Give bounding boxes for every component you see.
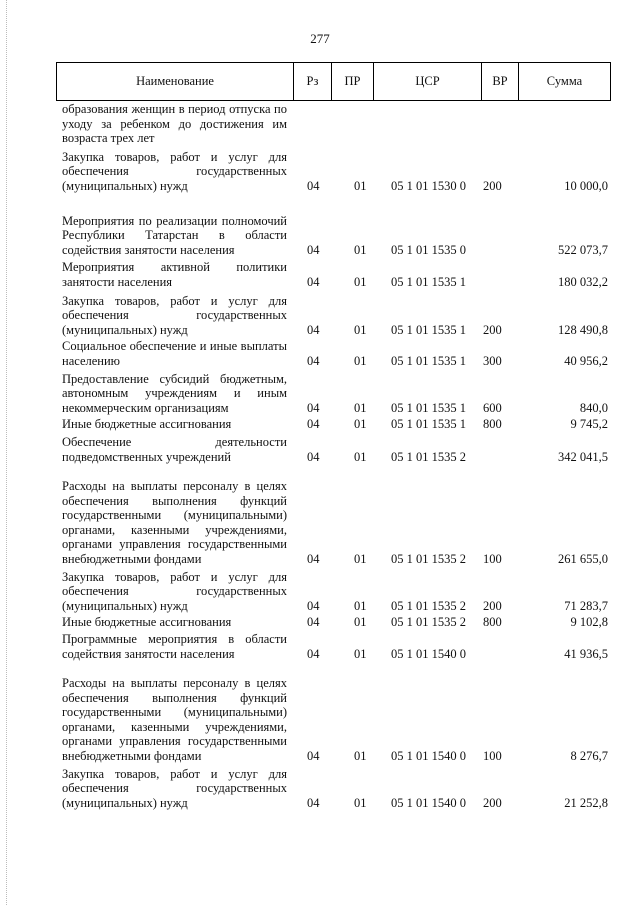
row-rz: 04	[307, 449, 320, 464]
row-pr: 01	[354, 748, 367, 763]
table-row	[0, 613, 640, 629]
row-rz: 04	[307, 598, 320, 613]
row-csr: 05 1 01 1540 0	[391, 795, 466, 810]
row-pr: 01	[354, 353, 367, 368]
row-rz: 04	[307, 353, 320, 368]
row-name: образования женщин в период отпуска по уходу за ребенком до достижения им возраста трех лет	[62, 102, 287, 145]
row-csr: 05 1 01 1535 1	[391, 322, 466, 337]
row-sum: 180 032,2	[558, 274, 608, 289]
table-row	[0, 337, 640, 368]
row-csr: 05 1 01 1535 2	[391, 551, 466, 566]
row-name: Иные бюджетные ассигнования	[62, 416, 232, 431]
row-sum: 9 745,2	[570, 416, 608, 431]
table-row	[0, 763, 640, 810]
header-rz: Рз	[294, 63, 332, 101]
row-name: Закупка товаров, работ и услуг для обеспечения государственных (муниципальных) нужд	[62, 569, 287, 613]
row-name: Закупка товаров, работ и услуг для обеспечения государственных (муниципальных) нужд	[62, 149, 287, 193]
row-sum: 261 655,0	[558, 551, 608, 566]
table-row	[0, 629, 640, 661]
row-csr: 05 1 01 1530 0	[391, 178, 466, 193]
table-row	[0, 102, 640, 148]
row-name: Предоставление субсидий бюджетным, автономным учреждениям и иным некоммерческим организациям	[62, 371, 287, 415]
row-pr: 01	[354, 646, 367, 661]
table-row	[0, 289, 640, 337]
row-name: Мероприятия активной политики занятости населения	[62, 260, 287, 289]
row-rz: 04	[307, 416, 320, 431]
row-csr: 05 1 01 1540 0	[391, 646, 466, 661]
row-vr: 100	[483, 551, 502, 566]
row-vr: 200	[483, 322, 502, 337]
row-vr: 300	[483, 353, 502, 368]
row-csr: 05 1 01 1535 2	[391, 614, 466, 629]
table-row	[0, 148, 640, 193]
row-vr: 600	[483, 400, 502, 415]
row-rz: 04	[307, 400, 320, 415]
row-name: Расходы на выплаты персоналу в целях обеспечения выполнения функций государственными (муниципальными) органами, казенными учреждениями, органами управления государственными внебюджетными фондами	[62, 479, 287, 566]
row-pr: 01	[354, 416, 367, 431]
row-pr: 01	[354, 614, 367, 629]
row-name: Закупка товаров, работ и услуг для обеспечения государственных (муниципальных) нужд	[62, 293, 287, 337]
table-row	[0, 464, 640, 566]
row-sum: 128 490,8	[558, 322, 608, 337]
row-csr: 05 1 01 1535 1	[391, 353, 466, 368]
header-csr: ЦСР	[374, 63, 482, 101]
table-row	[0, 661, 640, 763]
row-sum: 71 283,7	[564, 598, 608, 613]
row-vr: 200	[483, 795, 502, 810]
row-pr: 01	[354, 242, 367, 257]
row-pr: 01	[354, 795, 367, 810]
row-name: Обеспечение деятельности подведомственных учреждений	[62, 435, 287, 464]
row-rz: 04	[307, 274, 320, 289]
row-name: Программные мероприятия в области содействия занятости населения	[62, 632, 287, 661]
table-body	[0, 102, 640, 810]
row-csr: 05 1 01 1535 1	[391, 416, 466, 431]
row-name: Мероприятия по реализации полномочий Республики Татарстан в области содействия занятости населения	[62, 213, 287, 257]
row-vr: 800	[483, 416, 502, 431]
row-pr: 01	[354, 551, 367, 566]
header-name: Наименование	[57, 63, 294, 101]
row-vr: 100	[483, 748, 502, 763]
row-pr: 01	[354, 322, 367, 337]
row-sum: 41 936,5	[564, 646, 608, 661]
table-row	[0, 257, 640, 289]
row-rz: 04	[307, 242, 320, 257]
row-rz: 04	[307, 614, 320, 629]
row-sum: 8 276,7	[570, 748, 608, 763]
row-rz: 04	[307, 322, 320, 337]
row-sum: 10 000,0	[564, 178, 608, 193]
table-row	[0, 193, 640, 257]
row-sum: 342 041,5	[558, 449, 608, 464]
header-sum: Сумма	[519, 63, 611, 101]
row-name: Закупка товаров, работ и услуг для обеспечения государственных (муниципальных) нужд	[62, 766, 287, 810]
row-sum: 21 252,8	[564, 795, 608, 810]
row-csr: 05 1 01 1535 2	[391, 598, 466, 613]
row-csr: 05 1 01 1535 1	[391, 400, 466, 415]
table-row	[0, 566, 640, 613]
row-csr: 05 1 01 1535 2	[391, 449, 466, 464]
row-pr: 01	[354, 274, 367, 289]
row-vr: 200	[483, 598, 502, 613]
table-row	[0, 415, 640, 431]
row-rz: 04	[307, 646, 320, 661]
table-row	[0, 431, 640, 464]
row-rz: 04	[307, 748, 320, 763]
row-pr: 01	[354, 449, 367, 464]
row-vr: 200	[483, 178, 502, 193]
row-rz: 04	[307, 795, 320, 810]
row-sum: 840,0	[579, 400, 608, 415]
table-header	[56, 62, 611, 101]
row-rz: 04	[307, 551, 320, 566]
header-pr: ПР	[332, 63, 374, 101]
row-csr: 05 1 01 1540 0	[391, 748, 466, 763]
row-sum: 40 956,2	[564, 353, 608, 368]
row-csr: 05 1 01 1535 1	[391, 274, 466, 289]
row-vr: 800	[483, 614, 502, 629]
row-name: Социальное обеспечение и иные выплаты населению	[62, 339, 287, 368]
row-csr: 05 1 01 1535 0	[391, 242, 466, 257]
row-name: Иные бюджетные ассигнования	[62, 614, 232, 629]
table-row	[0, 368, 640, 415]
row-sum: 522 073,7	[558, 242, 608, 257]
row-pr: 01	[354, 178, 367, 193]
row-name: Расходы на выплаты персоналу в целях обеспечения выполнения функций государственными (муниципальными) органами, казенными учреждениями, органами управления государственными внебюджетными фондами	[62, 676, 287, 763]
row-pr: 01	[354, 400, 367, 415]
header-vr: ВР	[482, 63, 519, 101]
page-number: 277	[310, 31, 330, 46]
row-sum: 9 102,8	[570, 614, 608, 629]
row-pr: 01	[354, 598, 367, 613]
row-rz: 04	[307, 178, 320, 193]
